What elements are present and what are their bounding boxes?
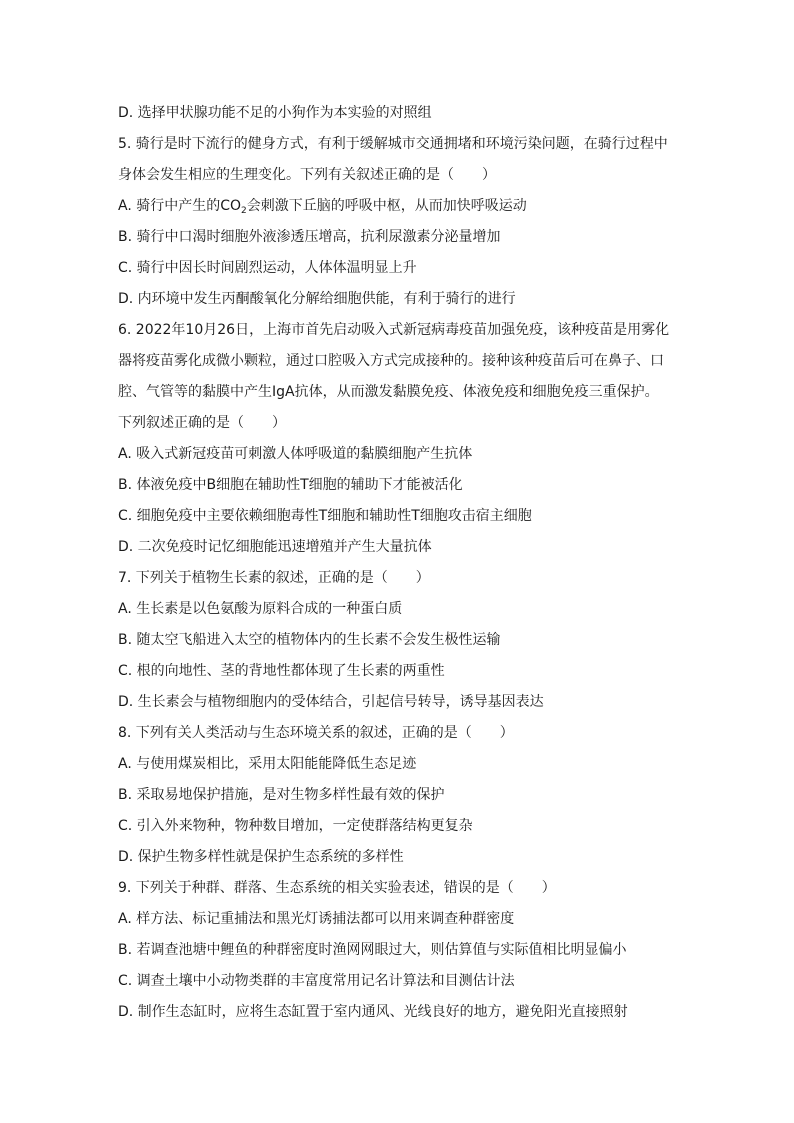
- option-b-q9: B. 若调查池塘中鲤鱼的种群密度时渔网网眼过大，则估算值与实际值相比明显偏小: [118, 942, 627, 958]
- option-b-q7: B. 随太空飞船进入太空的植物体内的生长素不会发生极性运输: [118, 632, 501, 648]
- option-c-q6: C. 细胞免疫中主要依赖细胞毒性T细胞和辅助性T细胞攻击宿主细胞: [118, 508, 532, 524]
- option-a-q5-tail: 会刺激下丘脑的呼吸中枢，从而加快呼吸运动: [246, 198, 527, 214]
- option-a-q7: A. 生长素是以色氨酸为原料合成的一种蛋白质: [118, 601, 403, 617]
- option-a-q8: A. 与使用煤炭相比，采用太阳能能降低生态足迹: [118, 756, 417, 772]
- option-d-q8: D. 保护生物多样性就是保护生态系统的多样性: [118, 849, 404, 865]
- question-8-stem: 8. 下列有关人类活动与生态环境关系的叙述，正确的是（ ）: [118, 725, 514, 741]
- option-a-q6: A. 吸入式新冠疫苗可刺激人体呼吸道的黏膜细胞产生抗体: [118, 446, 473, 462]
- option-a-q5: [118, 191, 678, 222]
- option-b-q6: B. 体液免疫中B细胞在辅助性T细胞的辅助下才能被活化: [118, 477, 463, 493]
- question-9-stem: 9. 下列关于种群、群落、生态系统的相关实验表述，错误的是（ ）: [118, 880, 556, 896]
- option-d-q6: D. 二次免疫时记忆细胞能迅速增殖并产生大量抗体: [118, 539, 432, 555]
- option-d-q7: D. 生长素会与植物细胞内的受体结合，引起信号转导，诱导基因表达: [118, 694, 544, 710]
- option-b-q5: B. 骑行中口渴时细胞外液渗透压增高，抗利尿激素分泌量增加: [118, 229, 501, 245]
- option-c-q9: C. 调查土壤中小动物类群的丰富度常用记名计算法和目测估计法: [118, 973, 515, 989]
- question-6-stem-line-2: 器将疫苗雾化成微小颗粒，通过口腔吸入方式完成接种的。接种该种疫苗后可在鼻子、口: [118, 353, 664, 369]
- question-5-stem-line-2: 身体会发生相应的生理变化。下列有关叙述正确的是（ ）: [118, 167, 496, 183]
- option-a-q5-head: A. 骑行中产生的CO: [118, 198, 242, 214]
- co2-subscript: 2: [241, 206, 247, 216]
- option-c-q5: C. 骑行中因长时间剧烈运动，人体体温明显上升: [118, 260, 417, 276]
- option-d-q9: D. 制作生态缸时，应将生态缸置于室内通风、光线良好的地方，避免阳光直接照射: [118, 1004, 628, 1020]
- option-a-q9: A. 样方法、标记重捕法和黑光灯诱捕法都可以用来调查种群密度: [118, 911, 515, 927]
- question-6-stem-line-1: 6. 2022年10月26日，上海市首先启动吸入式新冠病毒疫苗加强免疫，该种疫苗是用雾化: [118, 322, 670, 338]
- question-text-block: [118, 98, 678, 1028]
- question-6-stem-line-4: 下列叙述正确的是（ ）: [118, 415, 286, 431]
- option-b-q8: B. 采取易地保护措施，是对生物多样性最有效的保护: [118, 787, 445, 803]
- question-5-stem-line-1: 5. 骑行是时下流行的健身方式，有利于缓解城市交通拥堵和环境污染问题，在骑行过程中: [118, 136, 668, 152]
- question-6-stem-line-3: 腔、气管等的黏膜中产生IgA抗体，从而激发黏膜免疫、体液免疫和细胞免疫三重保护。: [118, 384, 659, 400]
- question-7-stem: 7. 下列关于植物生长素的叙述，正确的是（ ）: [118, 570, 430, 586]
- option-d-q5: D. 内环境中发生丙酮酸氧化分解给细胞供能，有利于骑行的进行: [118, 291, 516, 307]
- option-c-q7: C. 根的向地性、茎的背地性都体现了生长素的两重性: [118, 663, 445, 679]
- option-c-q8: C. 引入外来物种，物种数目增加，一定使群落结构更复杂: [118, 818, 473, 834]
- option-d-q4: D. 选择甲状腺功能不足的小狗作为本实验的对照组: [118, 105, 432, 121]
